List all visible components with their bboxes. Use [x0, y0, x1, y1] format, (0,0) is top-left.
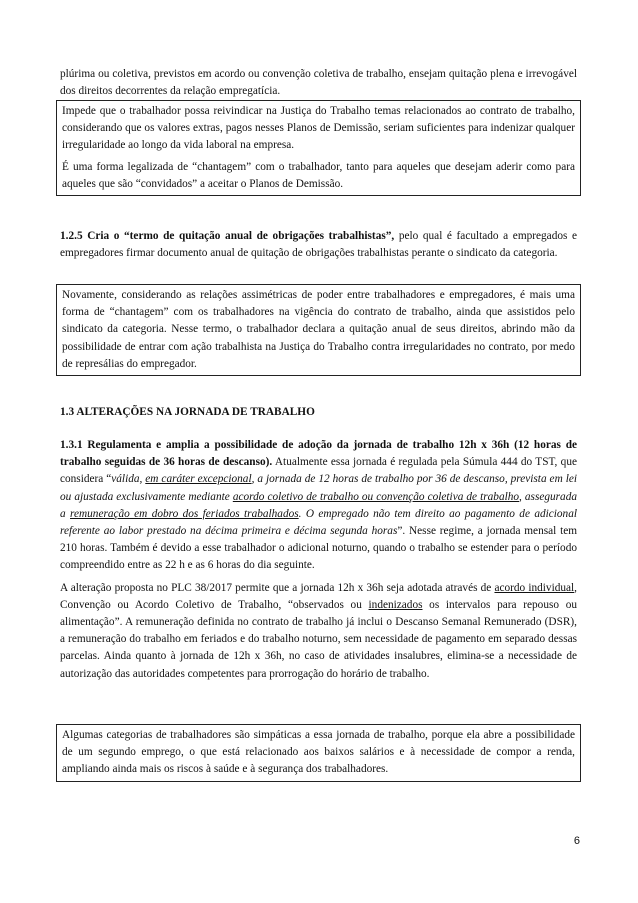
section-lead: 1.2.5 Cria o “termo de quitação anual de obrigações trabalhistas”,: [60, 230, 395, 242]
section-paragraph: [60, 228, 577, 262]
section-1-2-5: [60, 228, 577, 267]
underlined-run: acordo individual: [494, 581, 575, 594]
commentary-box-2: [56, 284, 581, 376]
commentary-paragraph: Impede que o trabalhador possa reivindicar na Justiça do Trabalho temas relacionados ao contrato de trabalho, considerando que os valores extras, pagos nesses Planos de Demissão, seriam suficientes para indenizar qualquer irregularidade ao longo da vida laboral na empresa.: [62, 105, 575, 152]
quote-underlined-run: acordo coletivo de trabalho ou convenção coletiva de trabalho: [232, 490, 520, 503]
quote-underlined-run: em caráter excepcional: [145, 473, 252, 486]
quote-run: , assegurada a: [60, 490, 577, 520]
page-number: 6: [573, 835, 580, 847]
text-run: ”. Nesse regime, a jornada mensal tem 210 horas. Também é devido a esse trabalhador o adicional noturno, quando o trabalho se estender para o período compreendido entre as 22 h e as 6 horas do dia seguinte.: [60, 525, 578, 572]
text-run: Atualmente essa jornada é regulada pela Súmula 444 do TST, que considera “: [60, 456, 577, 486]
commentary-box-3: [56, 724, 581, 782]
quote-run: , a jornada de 12 horas de trabalho por 36 de descanso, prevista em lei ou ajustada exclusivamente mediante: [60, 473, 577, 503]
text-run: , Convenção ou Acordo Coletivo de Trabalho, “observados ou: [60, 581, 577, 611]
section-lead: 1.3.1 Regulamenta e amplia a possibilidade de adoção da jornada de trabalho 12h x 36h (12 horas de trabalho seguidas de 36 horas de descanso).: [60, 439, 577, 469]
section-text: pelo qual é facultado a empregados e empregadores firmar documento anual de quitação de obrigações trabalhistas perante o sindicato da categoria.: [60, 230, 577, 260]
commentary-paragraph: Novamente, considerando as relações assimétricas de poder entre trabalhadores e empregadores, é mais uma forma de “chantagem” com os trabalhadores na vigência do contrato de trabalho, ainda que assistidos pelo sindicato da categoria. Nesse termo, o trabalhador declara a quitação anual de seus direitos, abrindo mão da possibilidade de entrar com ação trabalhista na Justiça do Trabalho contra irregularidades no contrato, por medo de represálias do empregador.: [62, 289, 575, 370]
commentary-paragraph: Algumas categorias de trabalhadores são simpáticas a essa jornada de trabalho, porque ela abre a possibilidade de um segundo emprego, o que está relacionado aos baixos salários e à necessidade de compor a renda, ampliando ainda mais os riscos à saúde e à segurança dos trabalhadores.: [62, 729, 575, 776]
section-paragraph: [60, 437, 577, 575]
commentary-box-1: [56, 100, 581, 196]
section-heading-1-3: [60, 404, 577, 421]
text-run: os intervalos para repouso ou alimentação”. A remuneração definida no contrato de trabalho já inclui o Descanso Semanal Remunerado (DSR), a remuneração do trabalho em feriados e do trabalho noturno, sem necessidade de pagamento em separado dessas parcelas. Ainda quanto à jornada de 12h x 36h, no caso de atividades insalubres, elimina-se a necessidade de autorização das autoridades competentes para prorrogação do horário de trabalho.: [60, 598, 577, 680]
section-heading: 1.3 ALTERAÇÕES NA JORNADA DE TRABALHO: [60, 406, 315, 418]
quote-run: válida,: [111, 473, 146, 486]
underlined-run: indenizados: [368, 598, 423, 611]
quote-underlined-run: remuneração em dobro dos feriados trabalhados: [70, 507, 299, 520]
section-1-3-1: [60, 437, 577, 688]
plc-paragraph: [60, 580, 577, 683]
text-run: A alteração proposta no PLC 38/2017 permite que a jornada 12h x 36h seja adotada através de: [60, 581, 495, 594]
quote-run: . O empregado não tem direito ao pagamento de adicional referente ao labor prestado na décima primeira e décima segunda horas: [60, 507, 577, 538]
commentary-paragraph: É uma forma legalizada de “chantagem” com o trabalhador, tanto para aqueles que desejam aderir como para aqueles que são “convidados” a aceitar o Planos de Demissão.: [62, 160, 575, 190]
paragraph-text: plúrima ou coletiva, previstos em acordo ou convenção coletiva de trabalho, ensejam quitação plena e irrevogável dos direitos decorrentes da relação empregatícia.: [60, 68, 577, 98]
